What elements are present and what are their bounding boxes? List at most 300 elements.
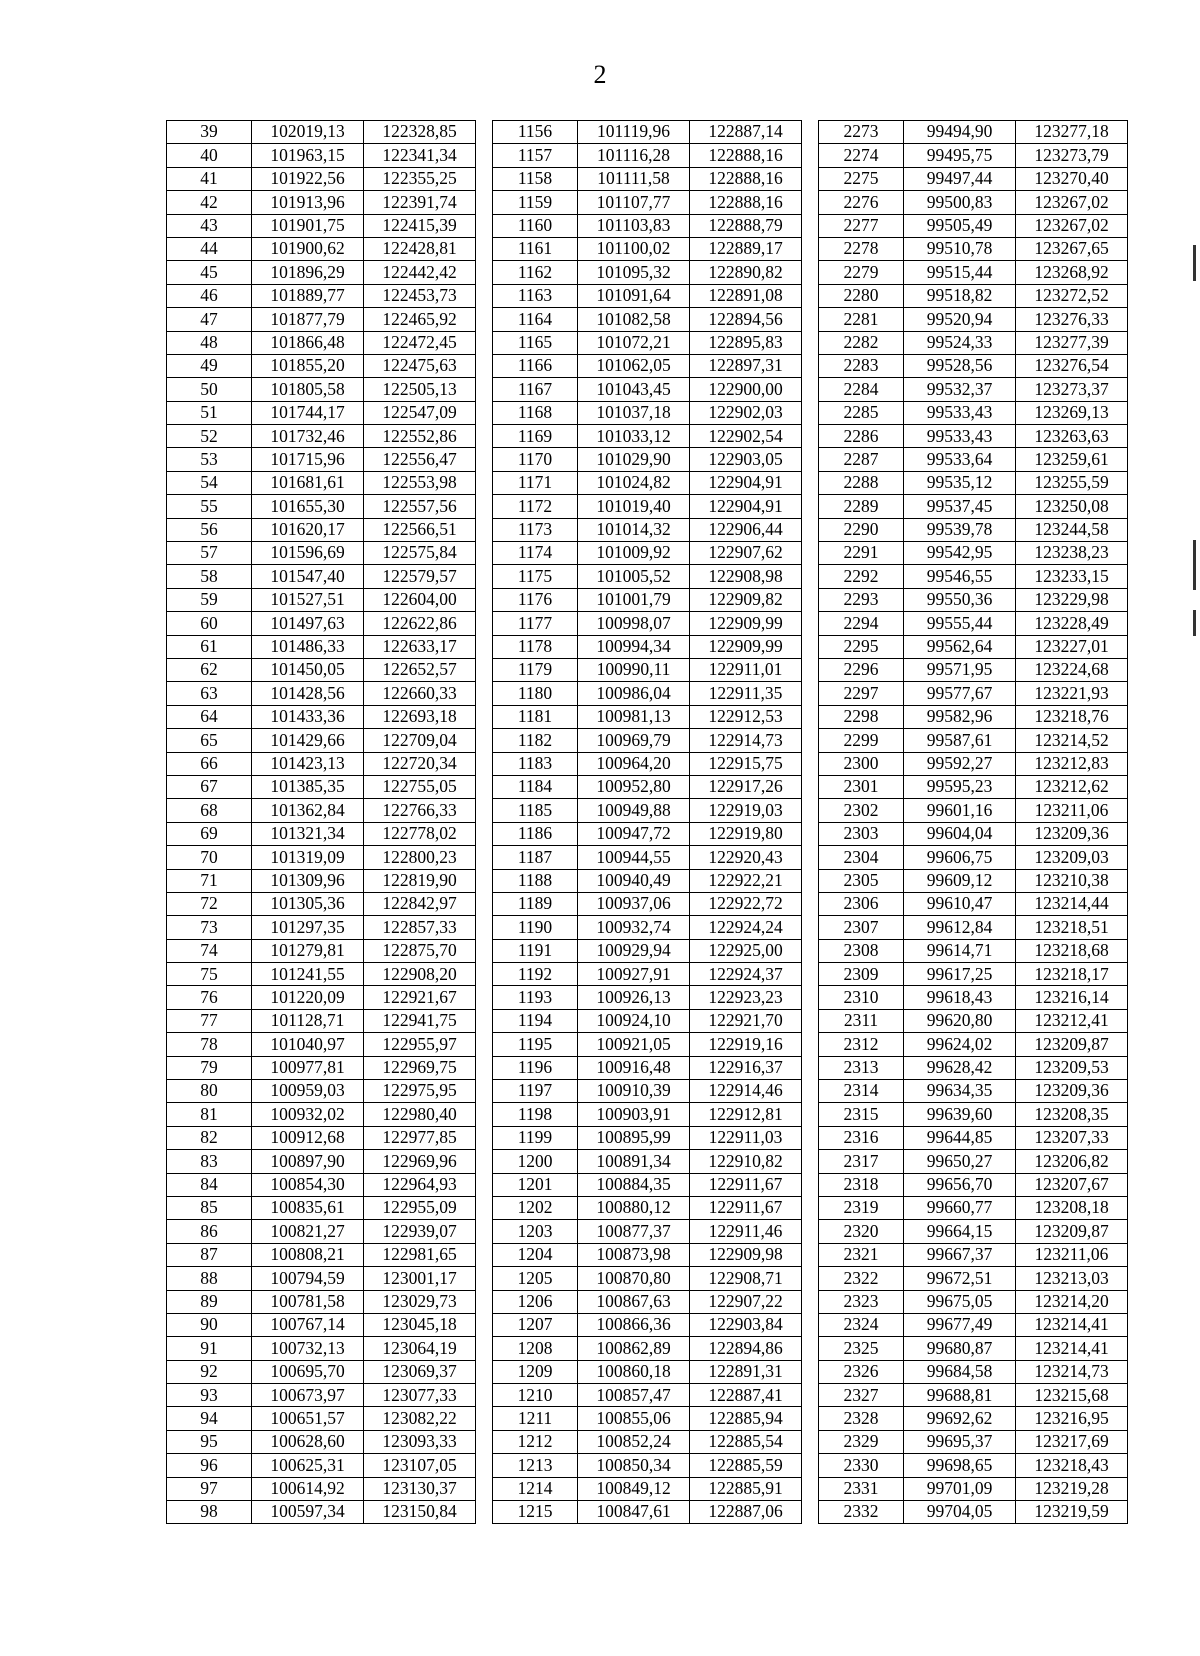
column-gap [802, 1501, 819, 1524]
column-gap [802, 425, 819, 448]
y-coordinate-cell: 122912,53 [690, 705, 802, 728]
y-coordinate-cell: 122980,40 [364, 1103, 476, 1126]
column-gap [476, 542, 493, 565]
point-number-cell: 2325 [819, 1337, 904, 1360]
x-coordinate-cell: 100947,72 [578, 822, 690, 845]
point-number-cell: 2273 [819, 121, 904, 144]
x-coordinate-cell: 99595,23 [904, 775, 1016, 798]
column-gap [802, 775, 819, 798]
y-coordinate-cell: 122887,41 [690, 1384, 802, 1407]
y-coordinate-cell: 123277,39 [1016, 331, 1128, 354]
column-gap [802, 658, 819, 681]
point-number-cell: 2298 [819, 705, 904, 728]
column-gap [476, 799, 493, 822]
x-coordinate-cell: 99533,43 [904, 401, 1016, 424]
column-gap [802, 565, 819, 588]
point-number-cell: 2324 [819, 1313, 904, 1336]
x-coordinate-cell: 100910,39 [578, 1080, 690, 1103]
column-gap [476, 378, 493, 401]
y-coordinate-cell: 122912,81 [690, 1103, 802, 1126]
point-number-cell: 98 [167, 1501, 252, 1524]
column-gap [802, 963, 819, 986]
table-row [167, 495, 1128, 518]
x-coordinate-cell: 99604,04 [904, 822, 1016, 845]
point-number-cell: 85 [167, 1196, 252, 1219]
x-coordinate-cell: 101279,81 [252, 939, 364, 962]
column-gap [802, 822, 819, 845]
column-gap [476, 705, 493, 728]
column-gap [476, 1056, 493, 1079]
x-coordinate-cell: 100998,07 [578, 612, 690, 635]
x-coordinate-cell: 100912,68 [252, 1126, 364, 1149]
point-number-cell: 1174 [493, 542, 578, 565]
column-gap [802, 939, 819, 962]
y-coordinate-cell: 123273,37 [1016, 378, 1128, 401]
x-coordinate-cell: 100849,12 [578, 1477, 690, 1500]
point-number-cell: 1211 [493, 1407, 578, 1430]
point-number-cell: 1184 [493, 775, 578, 798]
x-coordinate-cell: 99510,78 [904, 237, 1016, 260]
x-coordinate-cell: 100614,92 [252, 1477, 364, 1500]
point-number-cell: 2299 [819, 729, 904, 752]
column-gap [802, 986, 819, 1009]
x-coordinate-cell: 99614,71 [904, 939, 1016, 962]
table-row [167, 846, 1128, 869]
x-coordinate-cell: 100808,21 [252, 1243, 364, 1266]
table-row [167, 471, 1128, 494]
point-number-cell: 2305 [819, 869, 904, 892]
y-coordinate-cell: 122924,24 [690, 916, 802, 939]
point-number-cell: 1167 [493, 378, 578, 401]
x-coordinate-cell: 99698,65 [904, 1454, 1016, 1477]
y-coordinate-cell: 122909,99 [690, 612, 802, 635]
y-coordinate-cell: 123214,52 [1016, 729, 1128, 752]
table-row [167, 1009, 1128, 1032]
y-coordinate-cell: 122415,39 [364, 214, 476, 237]
point-number-cell: 1172 [493, 495, 578, 518]
x-coordinate-cell: 101855,20 [252, 354, 364, 377]
x-coordinate-cell: 101527,51 [252, 588, 364, 611]
x-coordinate-cell: 100903,91 [578, 1103, 690, 1126]
x-coordinate-cell: 100732,13 [252, 1337, 364, 1360]
table-row [167, 237, 1128, 260]
x-coordinate-cell: 100897,90 [252, 1150, 364, 1173]
point-number-cell: 2295 [819, 635, 904, 658]
column-gap [802, 846, 819, 869]
point-number-cell: 2319 [819, 1196, 904, 1219]
point-number-cell: 41 [167, 167, 252, 190]
column-gap [476, 237, 493, 260]
y-coordinate-cell: 122921,67 [364, 986, 476, 1009]
column-gap [802, 448, 819, 471]
x-coordinate-cell: 99618,43 [904, 986, 1016, 1009]
x-coordinate-cell: 101040,97 [252, 1033, 364, 1056]
point-number-cell: 2332 [819, 1501, 904, 1524]
point-number-cell: 68 [167, 799, 252, 822]
point-number-cell: 75 [167, 963, 252, 986]
x-coordinate-cell: 101072,21 [578, 331, 690, 354]
y-coordinate-cell: 123215,68 [1016, 1384, 1128, 1407]
table-row [167, 916, 1128, 939]
table-row [167, 729, 1128, 752]
y-coordinate-cell: 123206,82 [1016, 1150, 1128, 1173]
point-number-cell: 61 [167, 635, 252, 658]
column-gap [476, 822, 493, 845]
y-coordinate-cell: 122888,16 [690, 167, 802, 190]
point-number-cell: 2293 [819, 588, 904, 611]
y-coordinate-cell: 123209,87 [1016, 1220, 1128, 1243]
table-row [167, 1430, 1128, 1453]
point-number-cell: 62 [167, 658, 252, 681]
point-number-cell: 1181 [493, 705, 578, 728]
y-coordinate-cell: 123217,69 [1016, 1430, 1128, 1453]
table-row [167, 1056, 1128, 1079]
point-number-cell: 2323 [819, 1290, 904, 1313]
point-number-cell: 2306 [819, 892, 904, 915]
y-coordinate-cell: 122911,67 [690, 1196, 802, 1219]
x-coordinate-cell: 99520,94 [904, 308, 1016, 331]
y-coordinate-cell: 123208,35 [1016, 1103, 1128, 1126]
y-coordinate-cell: 122925,00 [690, 939, 802, 962]
table-row [167, 1150, 1128, 1173]
x-coordinate-cell: 99688,81 [904, 1384, 1016, 1407]
point-number-cell: 2320 [819, 1220, 904, 1243]
x-coordinate-cell: 100767,14 [252, 1313, 364, 1336]
x-coordinate-cell: 101319,09 [252, 846, 364, 869]
y-coordinate-cell: 123218,17 [1016, 963, 1128, 986]
point-number-cell: 49 [167, 354, 252, 377]
x-coordinate-cell: 100866,36 [578, 1313, 690, 1336]
table-row [167, 1103, 1128, 1126]
point-number-cell: 93 [167, 1384, 252, 1407]
x-coordinate-cell: 101062,05 [578, 354, 690, 377]
point-number-cell: 2321 [819, 1243, 904, 1266]
y-coordinate-cell: 122633,17 [364, 635, 476, 658]
table-row [167, 1196, 1128, 1219]
column-gap [802, 799, 819, 822]
x-coordinate-cell: 99628,42 [904, 1056, 1016, 1079]
x-coordinate-cell: 101095,32 [578, 261, 690, 284]
y-coordinate-cell: 122969,75 [364, 1056, 476, 1079]
x-coordinate-cell: 101450,05 [252, 658, 364, 681]
point-number-cell: 96 [167, 1454, 252, 1477]
y-coordinate-cell: 122919,16 [690, 1033, 802, 1056]
x-coordinate-cell: 99528,56 [904, 354, 1016, 377]
y-coordinate-cell: 122720,34 [364, 752, 476, 775]
table-row [167, 1384, 1128, 1407]
point-number-cell: 1180 [493, 682, 578, 705]
x-coordinate-cell: 100884,35 [578, 1173, 690, 1196]
column-gap [476, 261, 493, 284]
x-coordinate-cell: 100855,06 [578, 1407, 690, 1430]
point-number-cell: 1165 [493, 331, 578, 354]
point-number-cell: 1197 [493, 1080, 578, 1103]
y-coordinate-cell: 122915,75 [690, 752, 802, 775]
y-coordinate-cell: 122894,56 [690, 308, 802, 331]
x-coordinate-cell: 100937,06 [578, 892, 690, 915]
point-number-cell: 1175 [493, 565, 578, 588]
x-coordinate-cell: 100852,24 [578, 1430, 690, 1453]
table-row [167, 635, 1128, 658]
point-number-cell: 2331 [819, 1477, 904, 1500]
column-gap [476, 1220, 493, 1243]
point-number-cell: 1195 [493, 1033, 578, 1056]
y-coordinate-cell: 122908,98 [690, 565, 802, 588]
point-number-cell: 2311 [819, 1009, 904, 1032]
y-coordinate-cell: 122857,33 [364, 916, 476, 939]
y-coordinate-cell: 122916,37 [690, 1056, 802, 1079]
x-coordinate-cell: 101362,84 [252, 799, 364, 822]
point-number-cell: 1186 [493, 822, 578, 845]
x-coordinate-cell: 99532,37 [904, 378, 1016, 401]
table-row [167, 331, 1128, 354]
point-number-cell: 2317 [819, 1150, 904, 1173]
x-coordinate-cell: 99684,58 [904, 1360, 1016, 1383]
x-coordinate-cell: 100916,48 [578, 1056, 690, 1079]
x-coordinate-cell: 100891,34 [578, 1150, 690, 1173]
x-coordinate-cell: 101732,46 [252, 425, 364, 448]
point-number-cell: 87 [167, 1243, 252, 1266]
column-gap [476, 682, 493, 705]
x-coordinate-cell: 100932,74 [578, 916, 690, 939]
x-coordinate-cell: 99667,37 [904, 1243, 1016, 1266]
point-number-cell: 2327 [819, 1384, 904, 1407]
point-number-cell: 56 [167, 518, 252, 541]
point-number-cell: 58 [167, 565, 252, 588]
y-coordinate-cell: 122924,37 [690, 963, 802, 986]
y-coordinate-cell: 122923,23 [690, 986, 802, 1009]
column-gap [476, 191, 493, 214]
y-coordinate-cell: 122895,83 [690, 331, 802, 354]
x-coordinate-cell: 101014,32 [578, 518, 690, 541]
y-coordinate-cell: 122622,86 [364, 612, 476, 635]
column-gap [476, 1196, 493, 1219]
y-coordinate-cell: 122907,22 [690, 1290, 802, 1313]
table-row [167, 542, 1128, 565]
point-number-cell: 1207 [493, 1313, 578, 1336]
point-number-cell: 48 [167, 331, 252, 354]
point-number-cell: 2277 [819, 214, 904, 237]
point-number-cell: 77 [167, 1009, 252, 1032]
x-coordinate-cell: 100944,55 [578, 846, 690, 869]
point-number-cell: 1166 [493, 354, 578, 377]
y-coordinate-cell: 123210,38 [1016, 869, 1128, 892]
table-row [167, 518, 1128, 541]
y-coordinate-cell: 123130,37 [364, 1477, 476, 1500]
y-coordinate-cell: 122919,03 [690, 799, 802, 822]
y-coordinate-cell: 122355,25 [364, 167, 476, 190]
x-coordinate-cell: 101429,66 [252, 729, 364, 752]
x-coordinate-cell: 99571,95 [904, 658, 1016, 681]
y-coordinate-cell: 122919,80 [690, 822, 802, 845]
x-coordinate-cell: 99524,33 [904, 331, 1016, 354]
column-gap [476, 892, 493, 915]
column-gap [476, 612, 493, 635]
point-number-cell: 82 [167, 1126, 252, 1149]
x-coordinate-cell: 99535,12 [904, 471, 1016, 494]
column-gap [476, 986, 493, 1009]
table-row [167, 705, 1128, 728]
point-number-cell: 1210 [493, 1384, 578, 1407]
point-number-cell: 78 [167, 1033, 252, 1056]
point-number-cell: 69 [167, 822, 252, 845]
y-coordinate-cell: 122604,00 [364, 588, 476, 611]
y-coordinate-cell: 122552,86 [364, 425, 476, 448]
point-number-cell: 2322 [819, 1267, 904, 1290]
y-coordinate-cell: 122778,02 [364, 822, 476, 845]
y-coordinate-cell: 122914,73 [690, 729, 802, 752]
x-coordinate-cell: 99582,96 [904, 705, 1016, 728]
point-number-cell: 70 [167, 846, 252, 869]
y-coordinate-cell: 123069,37 [364, 1360, 476, 1383]
column-gap [802, 1033, 819, 1056]
y-coordinate-cell: 123267,02 [1016, 191, 1128, 214]
scan-edge-mark [1193, 610, 1196, 636]
point-number-cell: 84 [167, 1173, 252, 1196]
table-row [167, 822, 1128, 845]
column-gap [476, 284, 493, 307]
point-number-cell: 1212 [493, 1430, 578, 1453]
point-number-cell: 53 [167, 448, 252, 471]
table-row [167, 378, 1128, 401]
y-coordinate-cell: 123276,33 [1016, 308, 1128, 331]
point-number-cell: 97 [167, 1477, 252, 1500]
point-number-cell: 76 [167, 986, 252, 1009]
y-coordinate-cell: 122465,92 [364, 308, 476, 331]
column-gap [476, 1150, 493, 1173]
point-number-cell: 1194 [493, 1009, 578, 1032]
point-number-cell: 44 [167, 237, 252, 260]
point-number-cell: 60 [167, 612, 252, 635]
x-coordinate-cell: 100959,03 [252, 1080, 364, 1103]
y-coordinate-cell: 122579,57 [364, 565, 476, 588]
y-coordinate-cell: 123207,33 [1016, 1126, 1128, 1149]
x-coordinate-cell: 100781,58 [252, 1290, 364, 1313]
point-number-cell: 57 [167, 542, 252, 565]
x-coordinate-cell: 99533,64 [904, 448, 1016, 471]
x-coordinate-cell: 99546,55 [904, 565, 1016, 588]
point-number-cell: 1185 [493, 799, 578, 822]
table-row [167, 1243, 1128, 1266]
point-number-cell: 64 [167, 705, 252, 728]
y-coordinate-cell: 122910,82 [690, 1150, 802, 1173]
y-coordinate-cell: 123214,41 [1016, 1313, 1128, 1336]
column-gap [476, 144, 493, 167]
x-coordinate-cell: 100628,60 [252, 1430, 364, 1453]
x-coordinate-cell: 99664,15 [904, 1220, 1016, 1243]
x-coordinate-cell: 101037,18 [578, 401, 690, 424]
x-coordinate-cell: 99542,95 [904, 542, 1016, 565]
point-number-cell: 1193 [493, 986, 578, 1009]
column-gap [802, 1267, 819, 1290]
column-gap [802, 1173, 819, 1196]
point-number-cell: 83 [167, 1150, 252, 1173]
y-coordinate-cell: 122819,90 [364, 869, 476, 892]
point-number-cell: 1169 [493, 425, 578, 448]
column-gap [476, 1407, 493, 1430]
y-coordinate-cell: 123214,44 [1016, 892, 1128, 915]
column-gap [476, 869, 493, 892]
table-row [167, 775, 1128, 798]
column-gap [802, 1196, 819, 1219]
point-number-cell: 2300 [819, 752, 904, 775]
table-row [167, 799, 1128, 822]
x-coordinate-cell: 100949,88 [578, 799, 690, 822]
column-gap [476, 775, 493, 798]
y-coordinate-cell: 122964,93 [364, 1173, 476, 1196]
x-coordinate-cell: 101001,79 [578, 588, 690, 611]
point-number-cell: 1202 [493, 1196, 578, 1219]
x-coordinate-cell: 99612,84 [904, 916, 1016, 939]
column-gap [802, 916, 819, 939]
y-coordinate-cell: 123229,98 [1016, 588, 1128, 611]
point-number-cell: 74 [167, 939, 252, 962]
point-number-cell: 1204 [493, 1243, 578, 1266]
point-number-cell: 2291 [819, 542, 904, 565]
column-gap [802, 214, 819, 237]
y-coordinate-cell: 123211,06 [1016, 1243, 1128, 1266]
point-number-cell: 2309 [819, 963, 904, 986]
y-coordinate-cell: 123219,28 [1016, 1477, 1128, 1500]
column-gap [802, 1313, 819, 1336]
y-coordinate-cell: 123267,02 [1016, 214, 1128, 237]
column-gap [802, 1407, 819, 1430]
y-coordinate-cell: 123270,40 [1016, 167, 1128, 190]
y-coordinate-cell: 122885,94 [690, 1407, 802, 1430]
y-coordinate-cell: 123218,76 [1016, 705, 1128, 728]
y-coordinate-cell: 122981,65 [364, 1243, 476, 1266]
x-coordinate-cell: 99704,05 [904, 1501, 1016, 1524]
table-row [167, 1080, 1128, 1103]
x-coordinate-cell: 99695,37 [904, 1430, 1016, 1453]
x-coordinate-cell: 101428,56 [252, 682, 364, 705]
y-coordinate-cell: 122911,67 [690, 1173, 802, 1196]
y-coordinate-cell: 122920,43 [690, 846, 802, 869]
x-coordinate-cell: 101019,40 [578, 495, 690, 518]
y-coordinate-cell: 122842,97 [364, 892, 476, 915]
x-coordinate-cell: 100981,13 [578, 705, 690, 728]
y-coordinate-cell: 123107,05 [364, 1454, 476, 1477]
scan-edge-mark [1193, 245, 1196, 281]
column-gap [802, 612, 819, 635]
y-coordinate-cell: 123227,01 [1016, 635, 1128, 658]
y-coordinate-cell: 123263,63 [1016, 425, 1128, 448]
x-coordinate-cell: 99701,09 [904, 1477, 1016, 1500]
point-number-cell: 2283 [819, 354, 904, 377]
column-gap [802, 1150, 819, 1173]
point-number-cell: 66 [167, 752, 252, 775]
x-coordinate-cell: 99562,64 [904, 635, 1016, 658]
table-row [167, 986, 1128, 1009]
column-gap [476, 1430, 493, 1453]
point-number-cell: 95 [167, 1430, 252, 1453]
column-gap [802, 869, 819, 892]
x-coordinate-cell: 99634,35 [904, 1080, 1016, 1103]
x-coordinate-cell: 99533,43 [904, 425, 1016, 448]
x-coordinate-cell: 99592,27 [904, 752, 1016, 775]
point-number-cell: 2288 [819, 471, 904, 494]
x-coordinate-cell: 101596,69 [252, 542, 364, 565]
x-coordinate-cell: 100835,61 [252, 1196, 364, 1219]
x-coordinate-cell: 100597,34 [252, 1501, 364, 1524]
point-number-cell: 2318 [819, 1173, 904, 1196]
table-row [167, 1477, 1128, 1500]
point-number-cell: 1170 [493, 448, 578, 471]
y-coordinate-cell: 123244,58 [1016, 518, 1128, 541]
x-coordinate-cell: 101900,62 [252, 237, 364, 260]
x-coordinate-cell: 101896,29 [252, 261, 364, 284]
y-coordinate-cell: 122903,05 [690, 448, 802, 471]
